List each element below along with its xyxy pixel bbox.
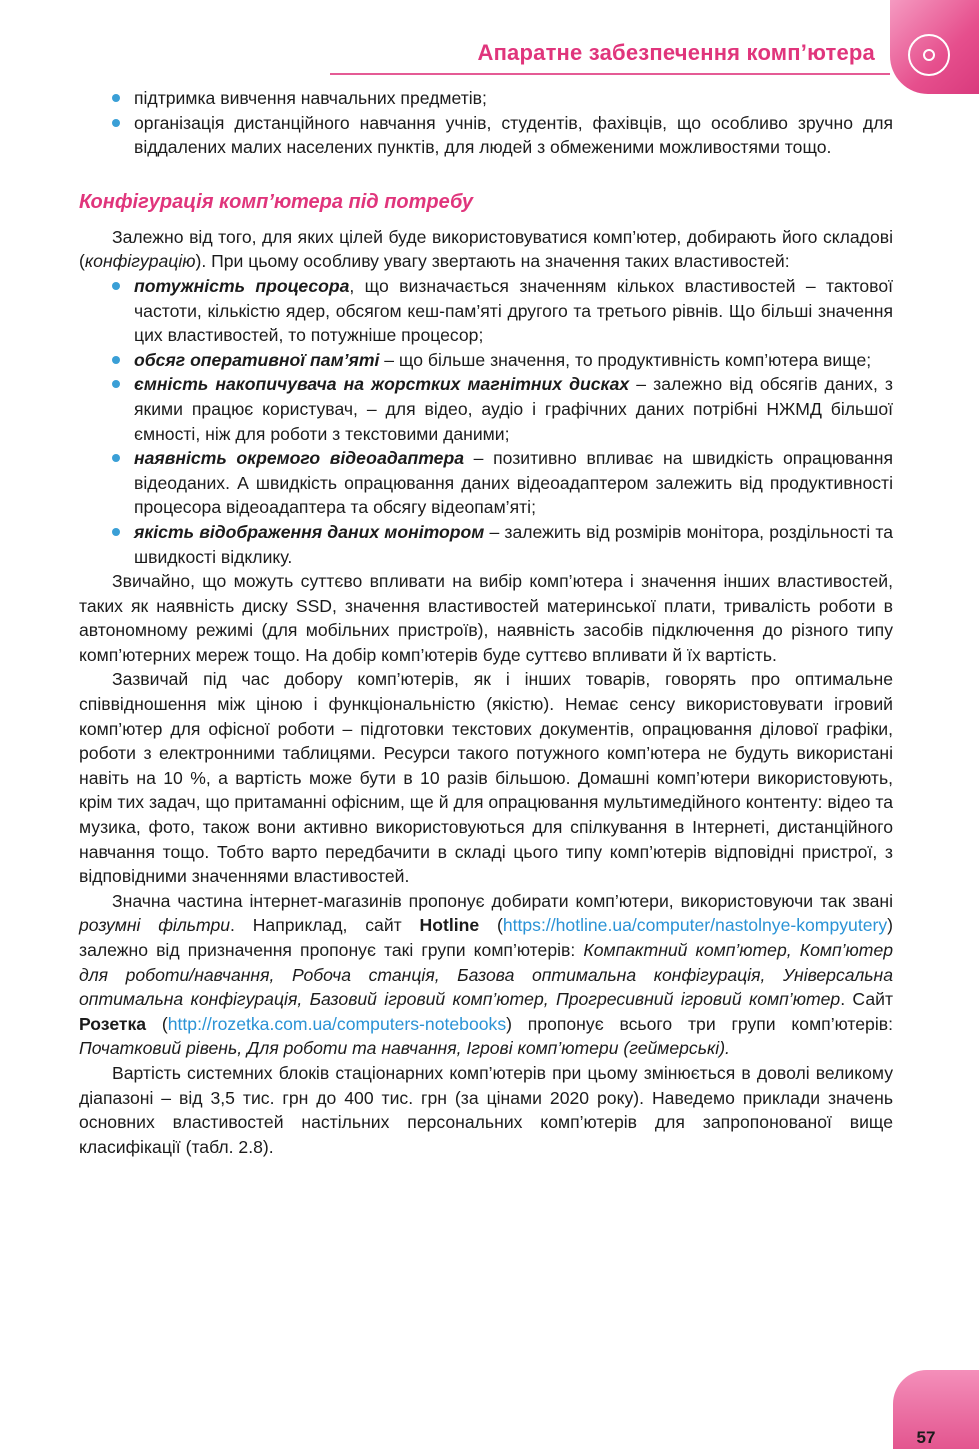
italic-groups: Компактний комп’ютер, Комп’ютер для роботи/навчання, Робоча станція, Базова оптимальна конфігурація, Універсальна оптимальна конфігурація, Базовий ігровий комп’ютер, Прогресивний ігровий комп’ютер	[79, 940, 894, 1010]
property-term: ємність накопичувача на жорстких магнітних дисках	[134, 374, 630, 395]
property-text: – залежно від обсягів даних, з якими працює користувач, – для відео, аудіо і графічних даних потрібні НЖМД більшої ємності, ніж для роботи з текстовими даними;	[134, 374, 893, 444]
property-term: наявність окремого відеоадаптера	[134, 448, 465, 469]
header-divider	[330, 73, 890, 75]
property-text: – що більше значення, то продуктивність комп’ютера вище;	[379, 349, 872, 370]
list-item: організація дистанційного навчання учнів, студентів, фахівців, що особливо зручно для віддалених малих населених пунктів, для людей з обмеженими можливостями тощо.	[79, 111, 893, 160]
italic-term: розумні фільтри	[79, 915, 231, 936]
property-term: якість відображення даних монітором	[134, 521, 485, 542]
property-list	[79, 274, 893, 569]
text-span: Значна частина інтернет-магазинів пропонує добирати комп’ютери, використовуючи так звані	[112, 890, 893, 911]
disc-icon	[908, 34, 950, 76]
italic-groups: Початковий рівень, Для роботи та навчання, Ігрові комп’ютери (геймерські).	[79, 1038, 730, 1059]
page-number: 57	[916, 1428, 936, 1447]
text-span: ). При цьому особливу увагу звертають на значення таких властивостей:	[195, 251, 790, 272]
text-span: ) пропонує всього три групи комп’ютерів:	[506, 1013, 893, 1034]
paragraph-intro	[79, 225, 893, 274]
property-term: потужність процесора	[134, 275, 350, 296]
list-item	[79, 520, 893, 569]
italic-term: конфігурацію	[84, 251, 196, 272]
site-name-rozetka: Розетка	[79, 1013, 147, 1034]
chapter-title: Апаратне забезпечення комп’ютера	[477, 40, 875, 65]
site-name-hotline: Hotline	[419, 915, 480, 936]
text-span: (	[146, 1013, 168, 1034]
text-span: . Сайт	[840, 989, 893, 1010]
property-text: – залежить від розмірів монітора, роздільності та швидкості відклику.	[134, 521, 893, 567]
property-term: обсяг оперативної пам’яті	[134, 349, 380, 370]
property-text: – позитивно впливає на швидкість опрацювання відеоданих. А швидкість опрацювання даних відеоадаптером залежить від продуктивності процесора відеоадаптера та обсягу відеопам’яті;	[134, 448, 894, 518]
intro-bullet-list	[79, 86, 893, 160]
paragraph: Зазвичай під час добору комп’ютерів, як і інших товарів, говорять про оптимальне співвідношення між ціною і функціональністю (якістю). Немає сенсу використовувати ігровий комп’ютер для офісної роботи – підготовки текстових документів, опрацювання ділової графіки, роботи з електронними таблицями. Ресурси такого потужного комп’ютера не будуть використані навіть на 10 %, а вартість може бути в 10 разів більшою. Домашні комп’ютери використовують, крім тих задач, що притаманні офісним, ще й для опрацювання мультимедійного контенту: відео та музика, фото, також вони активно використовуються для спілкування в Інтернеті, дистанційного навчання тощо. Тобто варто передбачити в складі цього типу комп’ютерів відповідні пристрої, з відповідними значеннями властивостей.	[79, 669, 893, 887]
paragraph-shops	[79, 889, 893, 1061]
text-span: Залежно від того, для яких цілей буде використовуватися комп’ютер, добирають його складові (	[79, 226, 893, 272]
paragraph: Звичайно, що можуть суттєво впливати на вибір комп’ютера і значення інших властивостей, таких як наявність диску SSD, значення властивостей материнської плати, тривалість роботи в автономному режимі (для мобільних пристроїв), наявність засобів підключення до різного типу комп’ютерних мереж тощо. На добір комп’ютерів буде суттєво впливати й їх вартість.	[79, 571, 893, 665]
list-item	[79, 274, 893, 348]
list-item	[79, 372, 893, 446]
list-item	[79, 348, 893, 373]
text-span: ) залежно від призначення пропонує такі групи комп’ютерів:	[79, 915, 894, 960]
paragraph: Вартість системних блоків стаціонарних комп’ютерів при цьому змінюється в доволі великому діапазоні – від 3,5 тис. грн до 400 тис. грн (за цінами 2020 року). Наведемо приклади значень основних властивостей настільних персональних комп’ютерів для запропонованої вище класифікації (табл. 2.8).	[79, 1062, 893, 1157]
hotline-link[interactable]: https://hotline.ua/computer/nastolnye-kompyutery	[502, 915, 888, 936]
property-text: , що визначається значенням кількох властивостей – тактової частоти, кількістю ядер, обсягом кеш-пам’яті другого та третього рівнів. Що більші значення цих властивостей, то потужніше процесор;	[134, 275, 893, 346]
list-item: підтримка вивчення навчальних предметів;	[79, 86, 893, 111]
list-item	[79, 446, 893, 520]
rozetka-link[interactable]: http://rozetka.com.ua/computers-notebooks	[167, 1013, 507, 1034]
page-content	[79, 86, 893, 1159]
text-span: . Наприклад, сайт	[230, 915, 420, 936]
text-span: (	[479, 915, 503, 936]
section-heading: Конфігурація комп’ютера під потребу	[79, 190, 474, 213]
